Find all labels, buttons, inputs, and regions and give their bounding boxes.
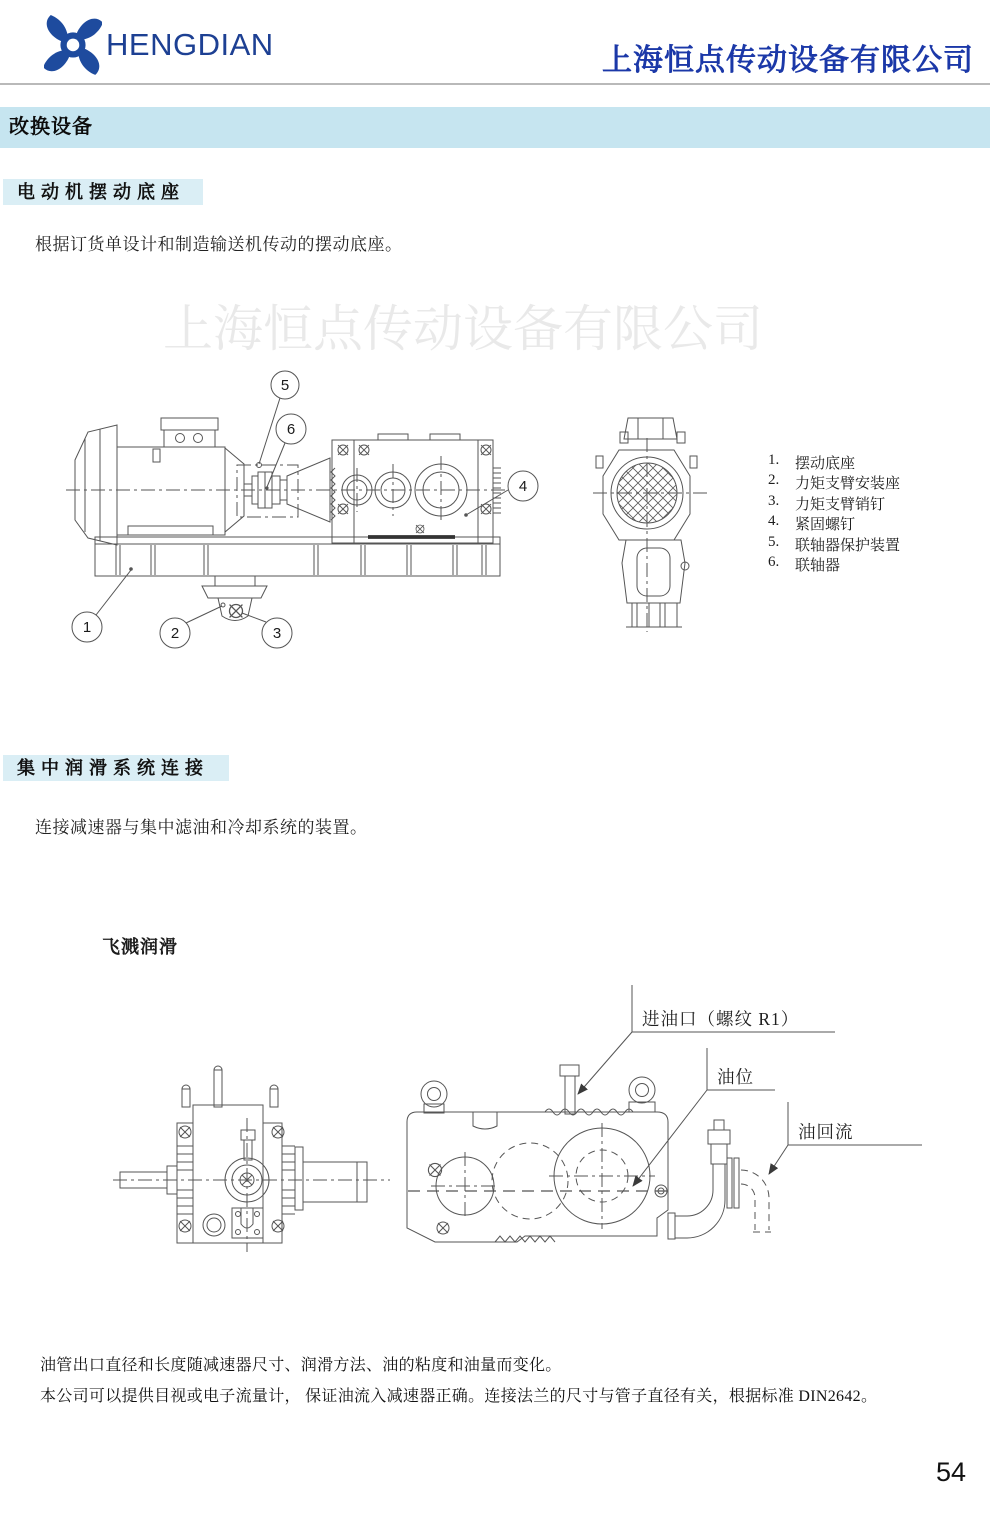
oil-return-label-text: 油回流 <box>798 1122 854 1142</box>
callout-1-number: 1 <box>82 619 92 636</box>
legend-label: 力矩支臂安装座 <box>795 476 901 493</box>
legend-label: 联轴器保护装置 <box>795 537 901 554</box>
oil-inlet-plug <box>560 1065 579 1076</box>
legend-number: 3. <box>768 492 780 509</box>
gearbox-end-view <box>113 1066 390 1252</box>
logo-text: HENGDIAN <box>106 27 274 62</box>
figure-lubrication-diagram <box>105 980 940 1295</box>
figure-motor-base-end-view <box>593 408 718 636</box>
fan-cover-grille <box>617 463 677 523</box>
note-line-2: 本公司可以提供目视或电子流量计， 保证油流入减速器正确。连接法兰的尺寸与管子直径有关，根据标准 DIN2642。 <box>40 1388 878 1405</box>
torque-arm-bracket <box>202 576 267 624</box>
legend-item <box>768 493 900 513</box>
legend-item <box>768 534 900 554</box>
legend-item <box>768 452 900 472</box>
splash-lubrication-label: 飞溅润滑 <box>102 937 178 957</box>
watermark: 上海恒点传动设备有限公司 <box>163 301 763 357</box>
legend-item <box>768 472 900 492</box>
lubrication-description: 连接减速器与集中滤油和冷却系统的装置。 <box>35 818 368 837</box>
gearbox <box>331 434 501 543</box>
legend-number: 1. <box>768 452 780 468</box>
header-divider <box>0 83 990 85</box>
legend-number: 6. <box>768 553 780 570</box>
legend-number: 5. <box>768 533 780 550</box>
legend-item <box>768 554 900 574</box>
oil-inlet-label-text: 进油口（螺纹 R1） <box>642 1009 800 1029</box>
company-name: 上海恒点传动设备有限公司 <box>602 44 974 77</box>
legend-number: 2. <box>768 472 780 489</box>
callout-5 <box>259 371 299 464</box>
callout-3-number: 3 <box>272 625 282 642</box>
legend-label: 摆动底座 <box>795 456 856 472</box>
legend-label: 力矩支臂销钉 <box>795 496 886 513</box>
page-number: 54 <box>935 1457 966 1487</box>
parts-legend <box>768 452 900 574</box>
callout-2-number: 2 <box>170 625 180 642</box>
legend-item <box>768 513 900 533</box>
legend-label: 联轴器 <box>795 557 841 574</box>
hengdian-logo-icon <box>44 11 102 77</box>
note-line-1: 油管出口直径和长度随减速器尺寸、润滑方法、油的粘度和油量而变化。 <box>40 1357 562 1374</box>
motor <box>75 418 252 545</box>
banner-title: 改换设备 <box>9 116 93 138</box>
callout-1 <box>72 570 131 642</box>
figure-motor-base-side-view <box>58 368 563 650</box>
motor-base-description: 根据订货单设计和制造输送机传动的摆动底座。 <box>35 235 403 254</box>
equipment-banner <box>0 107 990 148</box>
legend-number: 4. <box>768 513 780 530</box>
callout-5-number: 5 <box>280 377 290 394</box>
legend-label: 紧固螺钉 <box>795 517 856 534</box>
oil-level-label-text: 油位 <box>717 1067 754 1087</box>
callout-4-number: 4 <box>518 478 528 495</box>
callout-3 <box>242 613 292 648</box>
gearbox-side-view <box>407 1065 668 1242</box>
oil-return-pipe <box>668 1120 771 1239</box>
callout-2 <box>160 606 222 648</box>
section-title-lubrication: 集中润滑系统连接 <box>3 755 229 781</box>
coupling-guard <box>237 465 298 517</box>
callout-6-number: 6 <box>286 421 296 438</box>
section-title-motor-base: 电动机摆动底座 <box>3 179 203 205</box>
